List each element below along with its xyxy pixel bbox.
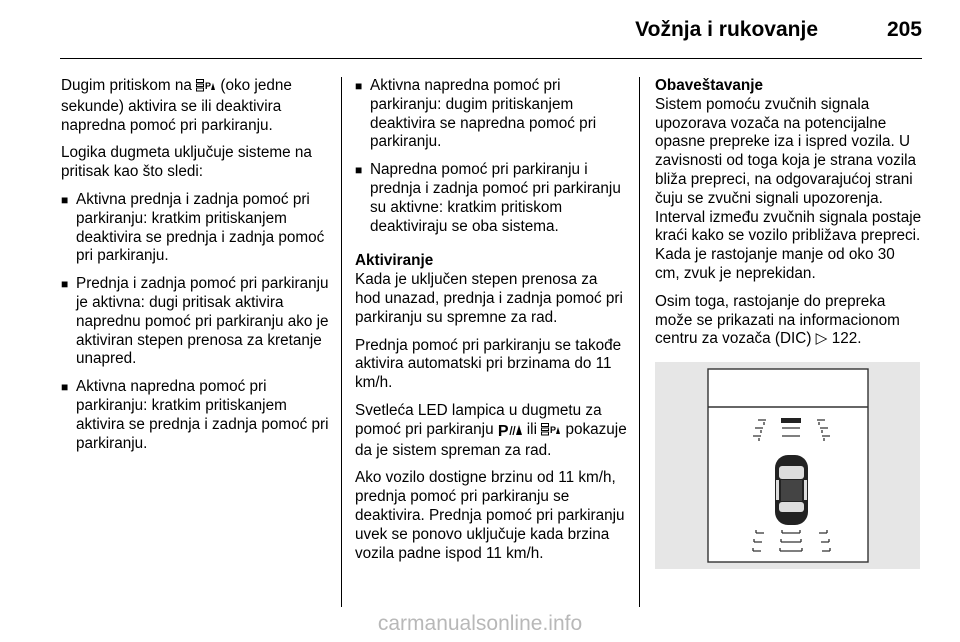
page-header	[60, 18, 922, 48]
page-title: Vožnja i rukovanje	[635, 18, 818, 41]
parking-assist-button-icon	[196, 79, 216, 98]
list-item: ■ Prednja i zadnja pomoć pri parkiranju je aktivna: dugi pritisak aktivira naprednu pomoć pri parkiranju ako je aktiviran stepen prenosa za kretanje unapred.	[61, 275, 329, 368]
bullet-icon: ■	[355, 163, 363, 178]
watermark: carmanualsonline.info	[377, 612, 583, 635]
page-reference-arrow-icon: ▷	[815, 330, 828, 348]
bullet-icon: ■	[61, 277, 69, 292]
parking-sensor-illustration	[655, 362, 920, 569]
column-3	[655, 77, 923, 358]
page-reference: 122	[831, 330, 858, 348]
paragraph: Kada je uključen stepen prenosa za hod unazad, prednja i zadnja pomoć pri parkiranju su spremne za rad.	[355, 271, 623, 326]
paragraph: Ako vozilo dostigne brzinu od 11 km/h, prednja pomoć pri parkiranju se deaktivira. Prednja pomoć pri parkiranju uvek se ponovo uključuje kada brzina vozila padne ispod 11 km/h.	[355, 469, 625, 562]
column-divider-2	[639, 77, 640, 607]
list-item: ■ Aktivna napredna pomoć pri parkiranju: kratkim pritiskanjem aktivira se prednja i zadnja pomoć pri parkiranju.	[61, 378, 329, 452]
parking-assist-button-icon	[541, 423, 561, 442]
list-item: ■ Aktivna napredna pomoć pri parkiranju: dugim pritiskanjem deaktivira se napredna pomoć pri parkiranju.	[355, 77, 597, 151]
section-heading: Obaveštavanje	[655, 77, 763, 94]
car-icon	[775, 455, 808, 525]
page-number: 205	[886, 18, 922, 41]
parking-p-icon: P	[498, 423, 523, 442]
column-1	[61, 77, 329, 462]
column-2	[355, 77, 627, 572]
section-heading: Aktiviranje	[355, 252, 434, 270]
paragraph: Logika dugmeta uključuje sisteme na pritisak kao što sledi:	[61, 144, 312, 181]
list-item: ■ Napredna pomoć pri parkiranju i prednja i zadnja pomoć pri parkiranju su aktivne: kratkim pritiskom deaktiviraju se oba sistema.	[355, 161, 621, 235]
bullet-icon: ■	[355, 79, 363, 93]
column-divider-1	[341, 77, 342, 607]
svg-text:P: P	[550, 424, 557, 435]
paragraph: Osim toga, rastojanje do prepreka može se prikazati na informacionom centru za vozača (DIC) ▷ 122.	[655, 292, 900, 348]
paragraph: Sistem pomoću zvučnih signala upozorava vozača na potencijalne opasne prepreke iza i ispred vozila. U zavisnosti od toga koja je strana vozila bliža prepreci, na odgovarajućoj strani čuju se zvučni signali upozorenja. Interval između zvučnih signala postaje kraći kako se vozilo približava prepreci. Kada je rastojanje manje od oko 30 cm, zvuk je neprekidan.	[655, 95, 922, 282]
header-rule	[60, 58, 922, 59]
parking-assist-display-figure	[655, 362, 920, 569]
paragraph: Svetleća LED lampica u dugmetu za pomoć pri parkiranju P ili P pokazuje da je sistem spreman za rad.	[355, 401, 627, 459]
list-item: ■ Aktivna prednja i zadnja pomoć pri parkiranju: kratkim pritiskanjem deaktivira se prednja i zadnja pomoć pri parkiranju.	[61, 190, 325, 265]
svg-text:P: P	[205, 81, 212, 91]
paragraph: Dugim pritiskom na P (oko jedne sekunde) aktivira se ili deaktivira napredna pomoć pri parkiranju.	[61, 77, 292, 134]
bullet-icon: ■	[61, 192, 69, 207]
paragraph: Prednja pomoć pri parkiranju se takođe aktivira automatski pri brzinama do 11 km/h.	[355, 336, 622, 392]
bullet-icon: ■	[61, 380, 69, 395]
